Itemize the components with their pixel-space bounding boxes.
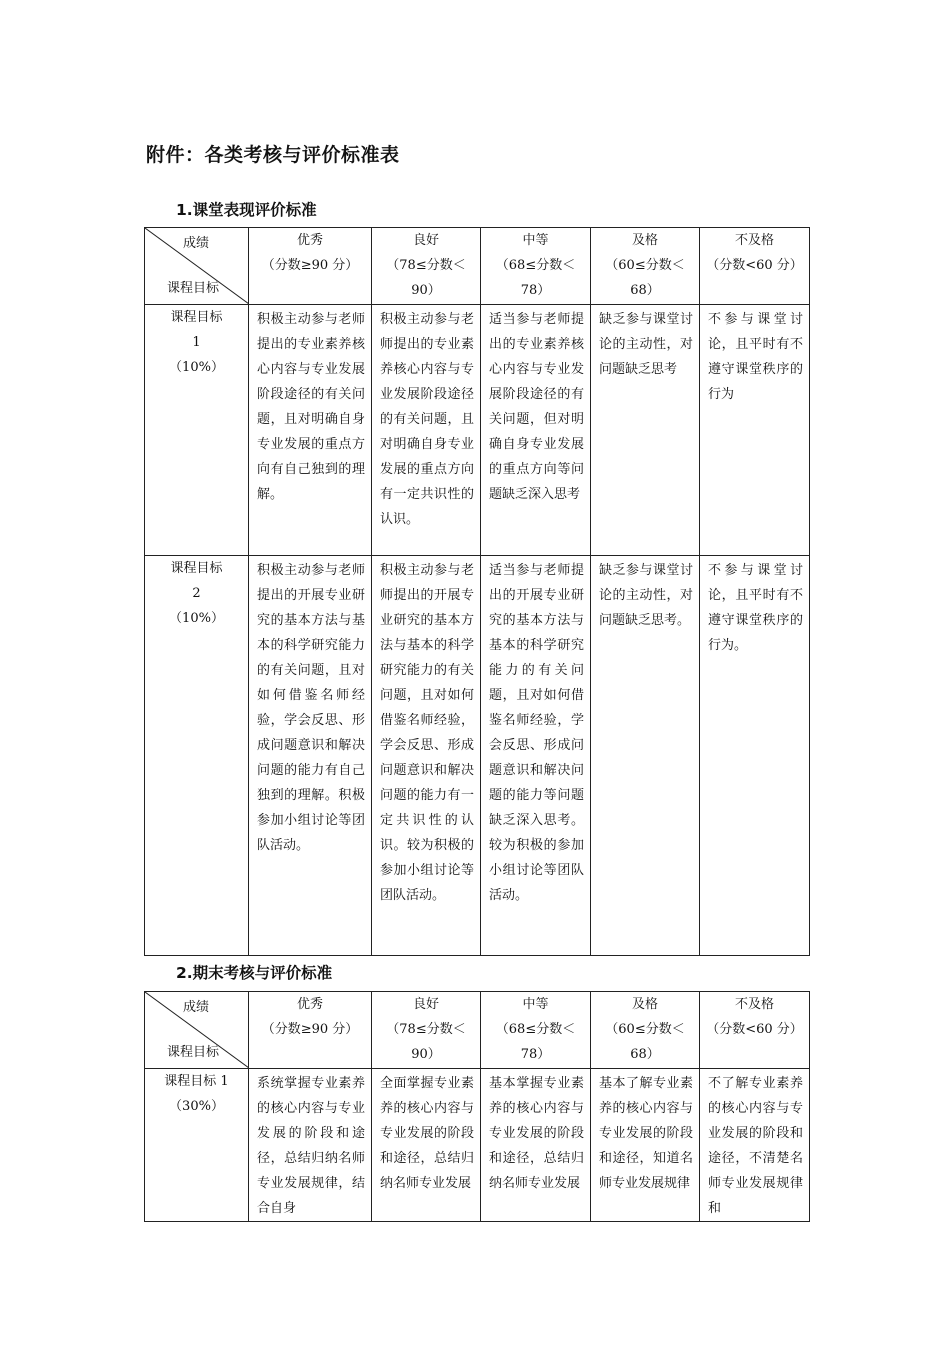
table-cell: 积极主动参与老师提出的开展专业研究的基本方法与基本的科学研究能力的有关问题，且对如何借鉴名师经验，学会反思、形成问题意识和解决问题的能力有一定共识性的认识。较为积极的参加小组讨论等团队活动。: [372, 556, 481, 956]
table-row: [145, 305, 810, 556]
page-title: 附件：各类考核与评价标准表: [146, 144, 400, 166]
table-cell: 系统掌握专业素养的核心内容与专业发展的阶段和途径，总结归纳名师专业发展规律，结合自身: [249, 1069, 372, 1222]
table-cell: 不参与课堂讨论，且平时有不遵守课堂秩序的行为。: [700, 556, 810, 956]
header-excellent: 优秀 （分数≥90 分）: [249, 992, 372, 1069]
table-cell: 积极主动参与老师提出的专业素养核心内容与专业发展阶段途径的有关问题，且对明确自身专业发展的重点方向有一定共识性的认识。: [372, 305, 481, 556]
row-label: 课程目标 1 （30%）: [145, 1069, 249, 1222]
header-goal-label: 课程目标: [167, 1045, 220, 1060]
table-header-row: [145, 992, 810, 1069]
header-medium: 中等 （68≤分数＜ 78）: [481, 228, 591, 305]
section1-title: 1.课堂表现评价标准: [176, 201, 317, 219]
header-score-label: 成绩: [183, 236, 210, 251]
header-goal-label: 课程目标: [167, 281, 220, 296]
section2-title: 2.期末考核与评价标准: [176, 964, 333, 982]
header-fail: 不及格 （分数<60 分）: [700, 992, 810, 1069]
table-cell: 不了解专业素养的核心内容与专业发展的阶段和途径，不清楚名师专业发展规律和: [700, 1069, 810, 1222]
header-fail: 不及格 （分数<60 分）: [700, 228, 810, 305]
table-cell: 基本了解专业素养的核心内容与专业发展的阶段和途径，知道名师专业发展规律: [591, 1069, 700, 1222]
header-medium: 中等 （68≤分数＜ 78）: [481, 992, 591, 1069]
table-header-row: [145, 228, 810, 305]
row-label: 课程目标 1 （10%）: [145, 305, 249, 556]
table-row: [145, 1069, 810, 1222]
table-cell: 适当参与老师提出的专业素养核心内容与专业发展阶段途径的有关问题，但对明确自身专业发展的重点方向等问题缺乏深入思考: [481, 305, 591, 556]
diagonal-header-cell: [145, 228, 249, 305]
header-score-label: 成绩: [183, 1000, 210, 1015]
table-cell: 积极主动参与老师提出的开展专业研究的基本方法与基本的科学研究能力的有关问题，且对如何借鉴名师经验，学会反思、形成问题意识和解决问题的能力有自己独到的理解。积极参加小组讨论等团队活动。: [249, 556, 372, 956]
table-cell: 不参与课堂讨论，且平时有不遵守课堂秩序的行为: [700, 305, 810, 556]
table-cell: 全面掌握专业素养的核心内容与专业发展的阶段和途径，总结归纳名师专业发展: [372, 1069, 481, 1222]
header-good: 良好 （78≤分数＜ 90）: [372, 992, 481, 1069]
header-pass: 及格 （60≤分数＜ 68）: [591, 992, 700, 1069]
table-cell: 适当参与老师提出的开展专业研究的基本方法与基本的科学研究能力的有关问题，且对如何借鉴名师经验，学会反思、形成问题意识和解决问题的能力等问题缺乏深入思考。较为积极的参加小组讨论等团队活动。: [481, 556, 591, 956]
table-cell: 积极主动参与老师提出的专业素养核心内容与专业发展阶段途径的有关问题，且对明确自身专业发展的重点方向有自己独到的理解。: [249, 305, 372, 556]
diagonal-header-cell: [145, 992, 249, 1069]
row-label: 课程目标 2 （10%）: [145, 556, 249, 956]
table-cell: 基本掌握专业素养的核心内容与专业发展的阶段和途径，总结归纳名师专业发展: [481, 1069, 591, 1222]
header-good: 良好 （78≤分数＜ 90）: [372, 228, 481, 305]
final-exam-evaluation-table: [144, 991, 810, 1222]
header-pass: 及格 （60≤分数＜ 68）: [591, 228, 700, 305]
classroom-evaluation-table: [144, 227, 810, 956]
table-cell: 缺乏参与课堂讨论的主动性，对问题缺乏思考。: [591, 556, 700, 956]
table-cell: 缺乏参与课堂讨论的主动性，对问题缺乏思考: [591, 305, 700, 556]
table-row: [145, 556, 810, 956]
header-excellent: 优秀 （分数≥90 分）: [249, 228, 372, 305]
